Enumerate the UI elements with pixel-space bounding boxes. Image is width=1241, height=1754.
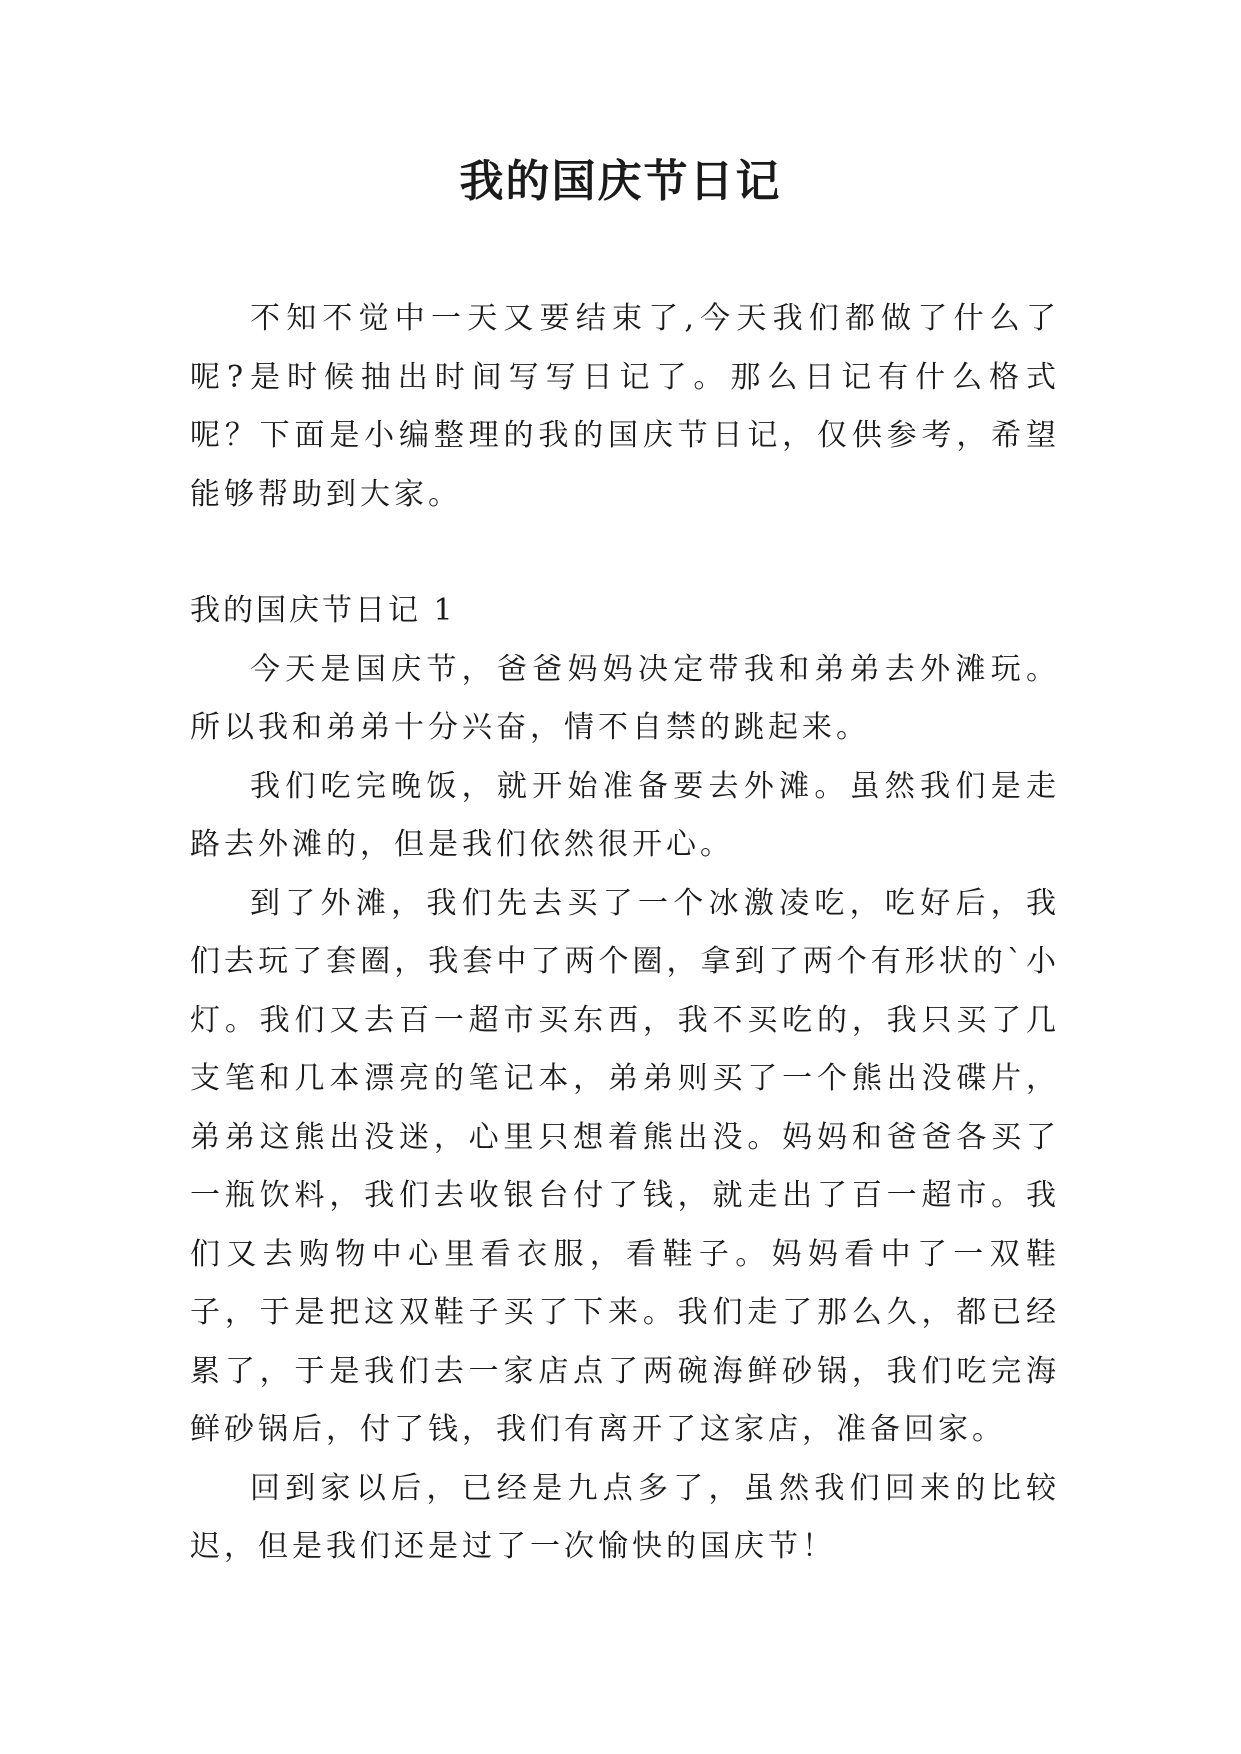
body-paragraph: 回到家以后，已经是九点多了，虽然我们回来的比较迟，但是我们还是过了一次愉快的国庆节！: [190, 1470, 1060, 1564]
document-title: 我的国庆节日记: [459, 156, 782, 207]
body-paragraph: 我们吃完晚饭，就开始准备要去外滩。虽然我们是走路去外滩的，但是我们依然很开心。: [190, 768, 1060, 862]
section-heading: 我的国庆节日记 1: [190, 593, 456, 628]
body-paragraph: 今天是国庆节，爸爸妈妈决定带我和弟弟去外滩玩。所以我和弟弟十分兴奋，情不自禁的跳起来。: [190, 651, 1060, 745]
intro-paragraph: 不知不觉中一天又要结束了,今天我们都做了什么了呢?是时候抽出时间写写日记了。那么日记有什么格式呢？下面是小编整理的我的国庆节日记，仅供参考，希望能够帮助到大家。: [190, 301, 1060, 512]
body-paragraph: 到了外滩，我们先去买了一个冰激凌吃，吃好后，我们去玩了套圈，我套中了两个圈，拿到了两个有形状的`小灯。我们又去百一超市买东西，我不买吃的，我只买了几支笔和几本漂亮的笔记本，弟弟则买了一个熊出没碟片，弟弟这熊出没迷，心里只想着熊出没。妈妈和爸爸各买了一瓶饮料，我们去收银台付了钱，就走出了百一超市。我们又去购物中心里看衣服，看鞋子。妈妈看中了一双鞋子，于是把这双鞋子买了下来。我们走了那么久，都已经累了，于是我们去一家店点了两碗海鲜砂锅，我们吃完海鲜砂锅后，付了钱，我们有离开了这家店，准备回家。: [190, 885, 1060, 1447]
document-body: [190, 290, 1060, 1577]
